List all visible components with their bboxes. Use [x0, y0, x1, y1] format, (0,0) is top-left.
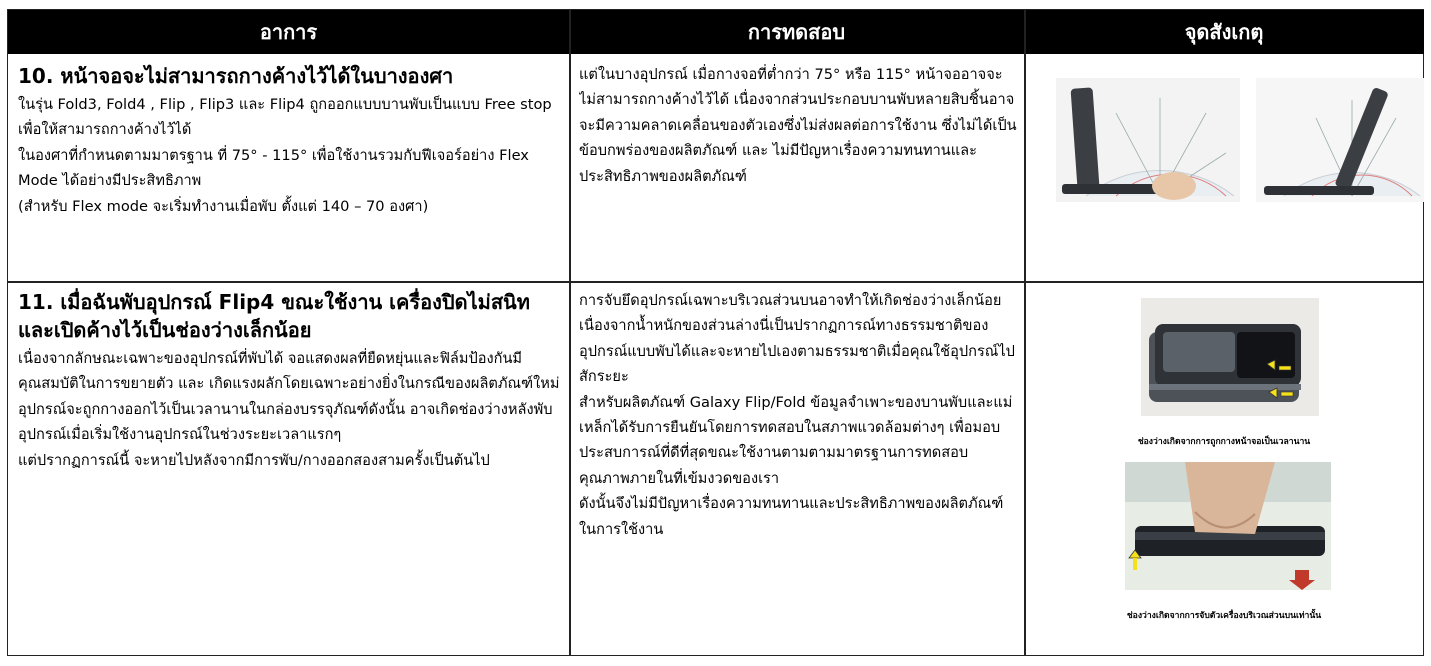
row11-symptom-line: เนื่องจากลักษณะเฉพาะของอุปกรณ์ที่พับได้ จอแสดงผลที่ยืดหยุ่นและฟิล์มป้องกันมีคุณสมบัติในการขยายตัว และ เกิดแรงผลักโดยเฉพาะอย่างยิ่งในกรณีของผลิตภัณฑ์ใหม่ อุปกรณ์จะถูกกางออกไว้เป็นเวลานานในกล่องบรรจุภัณฑ์ดังนั้น อาจเกิดช่องว่างหลังพับอุปกรณ์เมื่อเริ่มใช้งานอุปกรณ์ในช่วงระยะเวลาแรกๆ [18, 350, 560, 444]
header-test [569, 10, 1024, 54]
header-test-label: การทดสอบ [747, 20, 846, 44]
row11-test-line: สำหรับผลิตภัณฑ์ Galaxy Flip/Fold ข้อมูลจำเพาะของบานพับและแม่เหล็กได้รับการยืนยันโดยการทดสอบในสภาพแวดล้อมต่างๆ เพื่อมอบประสบการณ์ที่ดีที่สุดขณะใช้งานตามตามมาตรฐานการทดสอบคุณภาพภายในที่เข้มงวดของเรา [579, 393, 1013, 487]
folded-phone-photo [1141, 298, 1319, 416]
row10-symptom-text [18, 92, 563, 219]
row11-title: 11. เมื่อฉันพับอุปกรณ์ Flip4 ขณะใช้งาน เครื่องปิดไม่สนิทและเปิดค้างไว้เป็นช่องว่างเล็กน้อย [18, 290, 530, 342]
row-divider [8, 281, 1423, 283]
column-divider [569, 10, 571, 655]
header-observation-label: จุดสังเกตุ [1184, 20, 1264, 44]
row11-test-line: การจับยึดอุปกรณ์เฉพาะบริเวณส่วนบนอาจทำให้เกิดช่องว่างเล็กน้อยเนื่องจากน้ำหนักของส่วนล่างนี่เป็นปรากฏการณ์ทางธรรมชาติของอุปกรณ์แบบพับได้และจะหายไปเองตามธรรมชาติเมื่อคุณใช้อุปกรณ์ไปสักระยะ [579, 292, 1015, 386]
row10-test-cell [579, 62, 1017, 277]
row10-test-text [579, 62, 1017, 189]
caption-long-open: ช่องว่างเกิดจากการถูกกางหน้าจอเป็นเวลานาน [1137, 437, 1311, 447]
row11-test-line: ดังนั้นจึงไม่มีปัญหาเรื่องความทนทานและประสิทธิภาพของผลิตภัณฑ์ในการใช้งาน [579, 495, 1004, 538]
caption-hold-top: ช่องว่างเกิดจากการจับตัวเครื่องบริเวณส่วนบนเท่านั้น [1126, 611, 1322, 621]
hand-holding-phone-photo [1125, 462, 1331, 590]
row10-symptom-line: ในองศาที่กำหนดตามมาตรฐาน ที่ 75° - 115° เพื่อใช้งานรวมกับฟีเจอร์อย่าง Flex Mode ได้อย่างมีประสิทธิภาพ [18, 146, 529, 190]
row10-symptom-line: (สำหรับ Flex mode จะเริ่มทำงานเมื่อพับ ตั้งแต่ 140 – 70 องศา) [18, 197, 429, 215]
row11-symptom-text [18, 346, 563, 473]
column-divider [1024, 10, 1026, 655]
header-symptom [8, 10, 569, 54]
row11-test-text [579, 288, 1017, 542]
row10-symptom-cell [18, 62, 563, 277]
row11-test-cell [579, 288, 1017, 653]
header-observation [1024, 10, 1424, 54]
row10-test-line: แต่ในบางอุปกรณ์ เมื่อกางจอที่ต่ำกว่า 75° หรือ 115° หน้าจออาจจะไม่สามารถกางค้างไว้ได้ เนื่องจากส่วนประกอบบานพับหลายสิบชิ้นอาจจะมีความคลาดเคลื่อนของตัวเองซึ่งไม่ส่งผลต่อการใช้งาน ซึ่งไม่ได้เป็นข้อบกพร่องของผลิตภัณฑ์ และ ไม่มีปัญหาเรื่องความทนทานและประสิทธิภาพของผลิตภัณฑ์ [579, 66, 1017, 185]
row10-title: 10. หน้าจอจะไม่สามารถกางค้างไว้ได้ในบางองศา [18, 64, 454, 88]
row11-symptom-line: แต่ปรากฏการณ์นี้ จะหายไปหลังจากมีการพับ/กางออกสองสามครั้งเป็นต้นไป [18, 451, 490, 469]
row11-symptom-cell [18, 288, 563, 653]
header-symptom-label: อาการ [259, 20, 318, 44]
protractor-photo-right [1256, 78, 1424, 202]
info-table [7, 9, 1424, 656]
protractor-photo-left [1056, 78, 1240, 202]
row10-symptom-line: ในรุ่น Fold3, Fold4 , Flip , Flip3 และ Flip4 ถูกออกแบบบานพับเป็นแบบ Free stop เพื่อให้สามารถกางค้างไว้ได้ [18, 96, 552, 139]
